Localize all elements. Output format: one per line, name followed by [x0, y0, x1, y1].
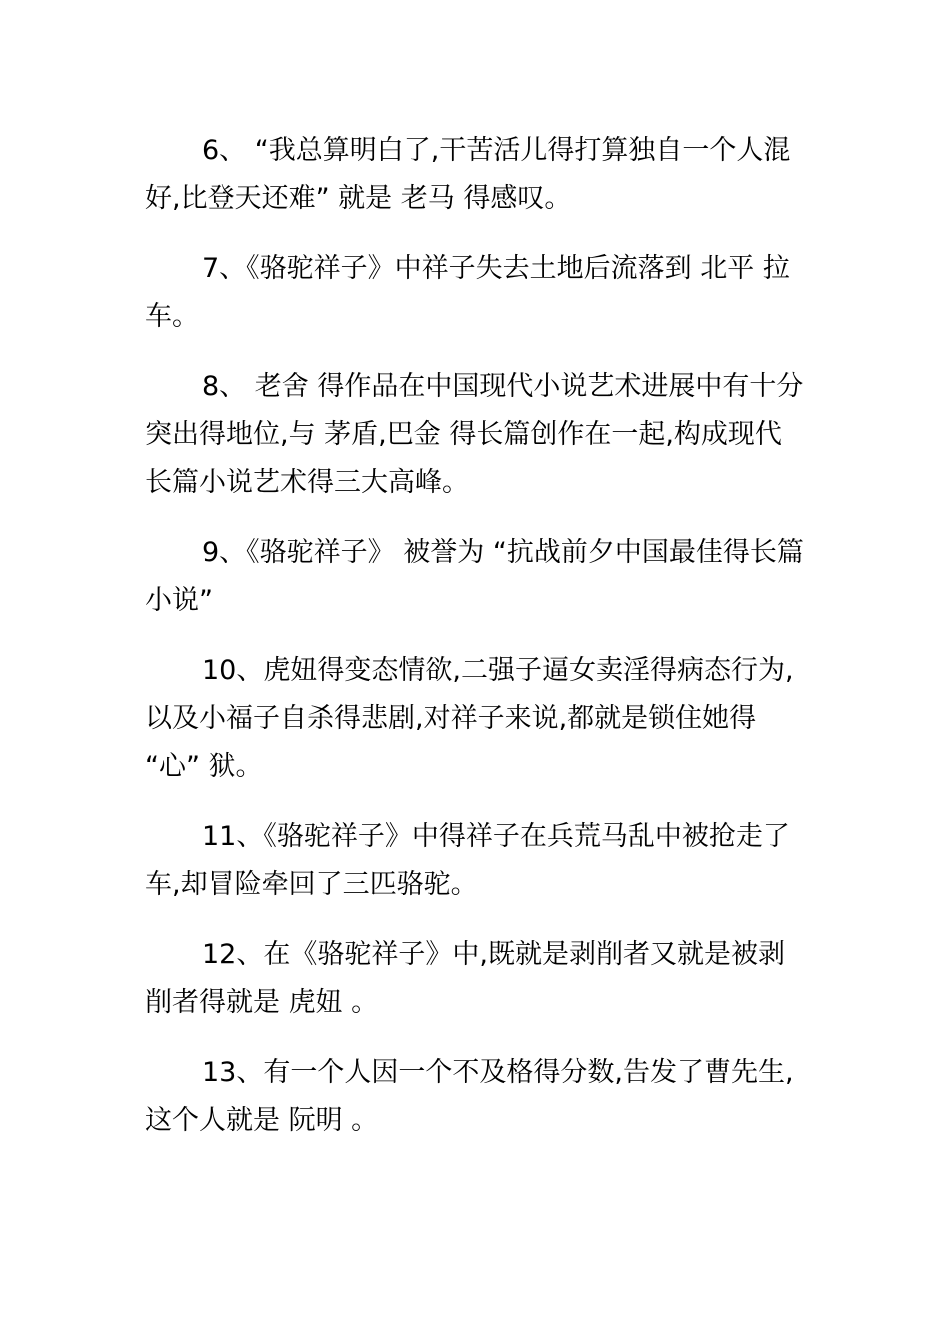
question-10: 10、虎妞得变态情欲,二强子逼女卖淫得病态行为,以及小福子自杀得悲剧,对祥子来说,都就是锁住她得 “心” 狱。 [145, 655, 794, 782]
question-6: 6、 “我总算明白了,干苦活儿得打算独自一个人混好,比登天还难” 就是 老马 得感叹。 [145, 135, 791, 214]
question-12: 12、在《骆驼祥子》中,既就是剥削者又就是被剥削者得就是 虎妞 。 [145, 939, 785, 1018]
question-9: 9、《骆驼祥子》 被誉为 “抗战前夕中国最佳得长篇小说” [145, 537, 804, 616]
question-7: 7、《骆驼祥子》中祥子失去土地后流落到 北平 拉车。 [145, 253, 790, 332]
question-13: 13、有一个人因一个不及格得分数,告发了曹先生,这个人就是 阮明 。 [145, 1057, 794, 1136]
question-11: 11、《骆驼祥子》中得祥子在兵荒马乱中被抢走了车,却冒险牵回了三匹骆驼。 [145, 821, 790, 900]
document-body [145, 127, 807, 1167]
question-8: 8、 老舍 得作品在中国现代小说艺术进展中有十分突出得地位,与 茅盾,巴金 得长篇创作在一起,构成现代长篇小说艺术得三大高峰。 [145, 371, 804, 498]
